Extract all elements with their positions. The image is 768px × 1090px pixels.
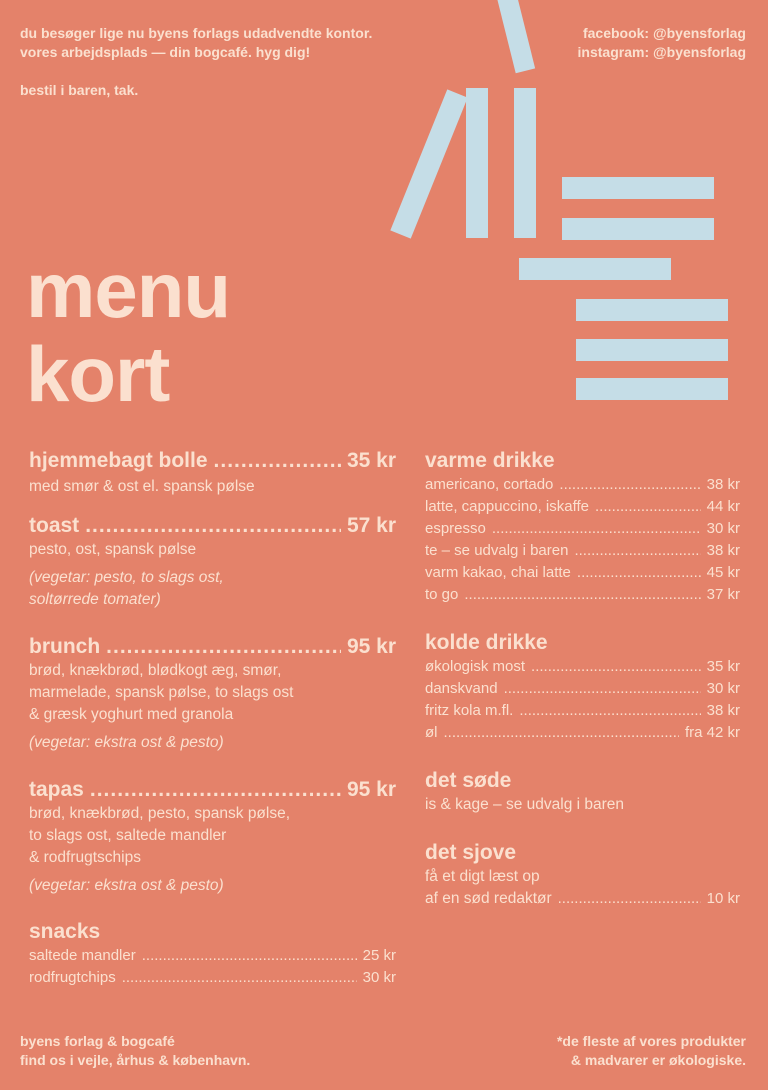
desc-line: to slags ost, saltede mandler bbox=[29, 827, 227, 844]
row-name: americano, cortado bbox=[425, 476, 554, 493]
row-name: latte, cappuccino, iskaffe bbox=[425, 498, 589, 515]
facebook-handle: facebook: @byensforlag bbox=[582, 25, 746, 41]
desc-line: & græsk yoghurt med granola bbox=[29, 706, 234, 723]
bar-horizontal-5 bbox=[576, 339, 728, 361]
bar-vertical-2 bbox=[514, 88, 536, 238]
row-name: økologisk most bbox=[425, 658, 526, 675]
bar-vertical-1 bbox=[466, 88, 488, 238]
row-price: 38 kr bbox=[706, 542, 740, 559]
item-price: 35 kr bbox=[346, 449, 396, 472]
footer-line: *de fleste af vores produkter bbox=[556, 1033, 746, 1049]
intro-line: du besøger lige nu byens forlags udadvendte kontor. bbox=[20, 25, 373, 41]
desc-line: marmelade, spansk pølse, to slags ost bbox=[29, 684, 294, 701]
dot-leader bbox=[577, 562, 701, 584]
row-price: 25 kr bbox=[362, 947, 396, 964]
instagram-handle: instagram: @byensforlag bbox=[577, 44, 746, 60]
bar-horizontal-4 bbox=[576, 299, 728, 321]
veg-line: (vegetar: pesto, to slags ost, bbox=[29, 569, 224, 586]
row-name: af en sød redaktør bbox=[425, 890, 552, 907]
footer-line: find os i vejle, århus & københavn. bbox=[20, 1052, 251, 1068]
menu-section-sjove bbox=[425, 840, 740, 910]
price-row bbox=[425, 540, 740, 562]
bar-horizontal-3 bbox=[519, 258, 671, 280]
item-price: 57 kr bbox=[346, 514, 396, 537]
row-name: fritz kola m.fl. bbox=[425, 702, 514, 719]
desc-line: & rodfrugtschips bbox=[29, 849, 141, 866]
veg-line: soltørrede tomater) bbox=[29, 591, 161, 608]
dot-leader bbox=[142, 945, 357, 967]
title-line: kort bbox=[26, 330, 170, 418]
row-name: rodfrugtchips bbox=[29, 969, 116, 986]
section-description: få et digt læst op bbox=[425, 868, 540, 885]
item-price: 95 kr bbox=[346, 635, 396, 658]
dot-leader bbox=[531, 656, 701, 678]
item-name: hjemmebagt bolle bbox=[29, 449, 208, 472]
food-column bbox=[29, 448, 396, 989]
menu-section-varme bbox=[425, 448, 740, 606]
row-price: 10 kr bbox=[706, 890, 740, 907]
item-description bbox=[29, 660, 396, 726]
item-name: brunch bbox=[29, 635, 101, 658]
row-price: 30 kr bbox=[706, 680, 740, 697]
section-name: snacks bbox=[29, 920, 101, 943]
dot-leader bbox=[558, 888, 701, 910]
section-name: varme drikke bbox=[425, 449, 555, 472]
price-row bbox=[29, 967, 396, 989]
vegetarian-option: (vegetar: ekstra ost & pesto) bbox=[29, 734, 224, 751]
dot-leader bbox=[574, 540, 700, 562]
row-price: 45 kr bbox=[706, 564, 740, 581]
dot-leader bbox=[106, 634, 341, 660]
order-note: bestil i baren, tak. bbox=[20, 82, 139, 98]
menu-section-snacks bbox=[29, 919, 396, 989]
dot-leader bbox=[122, 967, 357, 989]
drinks-column bbox=[425, 448, 740, 910]
desc-line: brød, knækbrød, blødkogt æg, smør, bbox=[29, 662, 282, 679]
menu-item-tapas bbox=[29, 777, 396, 897]
intro-text bbox=[20, 24, 372, 100]
price-row bbox=[425, 700, 740, 722]
footer-line: byens forlag & bogcafé bbox=[20, 1033, 175, 1049]
vegetarian-option bbox=[29, 567, 396, 611]
bar-horizontal-6 bbox=[576, 378, 728, 400]
item-description: pesto, ost, spansk pølse bbox=[29, 541, 197, 558]
bar-horizontal-2 bbox=[562, 218, 714, 240]
price-row bbox=[425, 678, 740, 700]
desc-line: brød, knækbrød, pesto, spansk pølse, bbox=[29, 805, 291, 822]
row-price: 38 kr bbox=[706, 476, 740, 493]
section-description: is & kage – se udvalg i baren bbox=[425, 796, 625, 813]
bar-slanted-left bbox=[390, 89, 467, 238]
price-row bbox=[425, 474, 740, 496]
social-links bbox=[578, 24, 746, 62]
row-name: saltede mandler bbox=[29, 947, 136, 964]
footer-line: & madvarer er økologiske. bbox=[570, 1052, 746, 1068]
row-price: 35 kr bbox=[706, 658, 740, 675]
row-price: fra 42 kr bbox=[684, 724, 740, 741]
price-row bbox=[425, 656, 740, 678]
vegetarian-option: (vegetar: ekstra ost & pesto) bbox=[29, 877, 224, 894]
price-row bbox=[425, 562, 740, 584]
menu-item-bolle bbox=[29, 448, 396, 498]
item-description: med smør & ost el. spansk pølse bbox=[29, 478, 255, 495]
row-price: 30 kr bbox=[706, 520, 740, 537]
row-price: 30 kr bbox=[362, 969, 396, 986]
dot-leader bbox=[595, 496, 701, 518]
price-row bbox=[29, 945, 396, 967]
row-name: varm kakao, chai latte bbox=[425, 564, 571, 581]
item-price: 95 kr bbox=[346, 778, 396, 801]
footer-note bbox=[557, 1032, 746, 1070]
price-row bbox=[425, 584, 740, 606]
row-price: 37 kr bbox=[706, 586, 740, 603]
price-row bbox=[425, 722, 740, 744]
menu-section-kolde bbox=[425, 630, 740, 744]
dot-leader bbox=[85, 513, 341, 539]
dot-leader bbox=[90, 777, 341, 803]
dot-leader bbox=[504, 678, 701, 700]
price-row bbox=[425, 888, 740, 910]
title-line: menu bbox=[26, 246, 231, 334]
dot-leader bbox=[519, 700, 700, 722]
row-price: 44 kr bbox=[706, 498, 740, 515]
footer-info bbox=[20, 1032, 250, 1070]
price-row bbox=[425, 496, 740, 518]
intro-line: vores arbejdsplads — din bogcafé. hyg dig! bbox=[20, 44, 311, 60]
section-name: det søde bbox=[425, 769, 512, 792]
menu-item-toast bbox=[29, 513, 396, 611]
row-name: to go bbox=[425, 586, 459, 603]
section-name: kolde drikke bbox=[425, 631, 548, 654]
dot-leader bbox=[444, 722, 679, 744]
bar-horizontal-1 bbox=[562, 177, 714, 199]
dot-leader bbox=[214, 448, 341, 474]
dot-leader bbox=[559, 474, 700, 496]
item-description bbox=[29, 803, 396, 869]
menu-title bbox=[26, 248, 230, 416]
row-name: espresso bbox=[425, 520, 486, 537]
menu-item-brunch bbox=[29, 634, 396, 754]
section-name: det sjove bbox=[425, 841, 517, 864]
item-name: tapas bbox=[29, 778, 84, 801]
row-name: øl bbox=[425, 724, 438, 741]
price-row bbox=[425, 518, 740, 540]
row-name: danskvand bbox=[425, 680, 498, 697]
row-name: te – se udvalg i baren bbox=[425, 542, 569, 559]
bar-top-slanted bbox=[497, 0, 535, 73]
dot-leader bbox=[492, 518, 701, 540]
row-price: 38 kr bbox=[706, 702, 740, 719]
dot-leader bbox=[464, 584, 700, 606]
item-name: toast bbox=[29, 514, 80, 537]
menu-section-sode bbox=[425, 768, 740, 816]
